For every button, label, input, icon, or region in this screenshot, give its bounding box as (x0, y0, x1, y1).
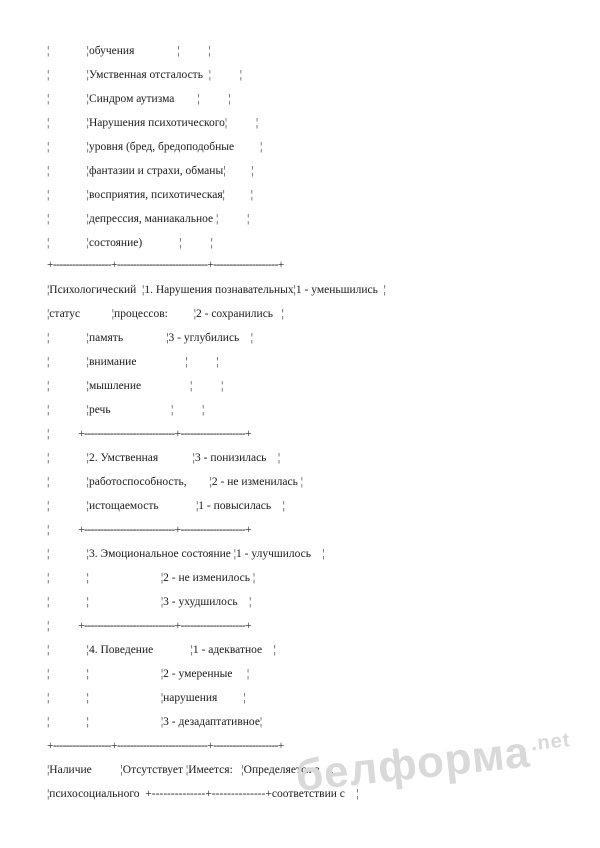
table-line: ¦ ¦внимание ¦ ¦ (47, 356, 219, 368)
table-line: ¦ ¦восприятия, психотическая¦ ¦ (47, 189, 254, 201)
table-line: ¦ ¦ ¦2 - умеренные ¦ (47, 668, 250, 680)
table-line: ¦ ¦Умственная отсталость ¦ ¦ (47, 69, 243, 81)
table-line: ¦ ¦истощаемость ¦1 - повысилась ¦ (47, 500, 285, 512)
table-line: ¦ ¦Синдром аутизма ¦ ¦ (47, 93, 231, 105)
table-line: ¦статус ¦процессов: ¦2 - сохранились ¦ (47, 308, 284, 320)
table-line: ¦ ¦фантазии и страхи, обманы¦ ¦ (47, 165, 254, 177)
table-line: ¦ ¦ ¦нарушения ¦ (47, 692, 246, 704)
table-line: ¦ ¦ ¦3 - дезадаптативное¦ (47, 716, 263, 728)
table-line: ¦ ¦ ¦3 - ухудшилось ¦ (47, 596, 252, 608)
table-line: ¦ ¦2. Умственная ¦3 - понизилась ¦ (47, 452, 281, 464)
table-line: ¦ ¦депрессия, маниакальное ¦ ¦ (47, 213, 250, 225)
table-line: ¦Наличие ¦Отсутствует ¦Имеется: ¦Определяется в ¦ (47, 764, 334, 776)
table-separator: ¦ +----------------------------+--------------------+ (47, 428, 251, 440)
table-line: ¦ ¦работоспособность, ¦2 - не изменилась ¦ (47, 476, 303, 488)
table-line: ¦ ¦обучения ¦ ¦ (47, 45, 211, 57)
table-line: ¦психосоциального +--------------+--------------+соответствии с ¦ (47, 788, 359, 800)
table-separator: ¦ +----------------------------+--------------------+ (47, 620, 251, 632)
table-line: ¦Психологический ¦1. Нарушения познавательных¦1 - уменьшились ¦ (47, 284, 386, 296)
table-line: ¦ ¦ ¦2 - не изменилось ¦ (47, 572, 256, 584)
table-separator: +------------------+----------------------------+--------------------+ (47, 740, 284, 752)
table-line: ¦ ¦3. Эмоциональное состояние ¦1 - улучшилось ¦ (47, 548, 325, 560)
table-separator: ¦ +----------------------------+--------------------+ (47, 524, 251, 536)
watermark-logo: белформа$^{.net}$ (293, 727, 572, 801)
table-line: ¦ ¦мышление ¦ ¦ (47, 380, 224, 392)
table-line: ¦ ¦уровня (бред, бредоподобные ¦ (47, 141, 263, 153)
table-line: ¦ ¦4. Поведение ¦1 - адекватное ¦ (47, 644, 276, 656)
table-line: ¦ ¦Нарушения психотического¦ ¦ (47, 117, 259, 129)
table-line: ¦ ¦речь ¦ ¦ (47, 404, 205, 416)
table-line: ¦ ¦память ¦3 - углубились ¦ (47, 332, 254, 344)
table-separator: +------------------+----------------------------+--------------------+ (47, 259, 284, 271)
table-line: ¦ ¦состояние) ¦ ¦ (47, 237, 213, 249)
